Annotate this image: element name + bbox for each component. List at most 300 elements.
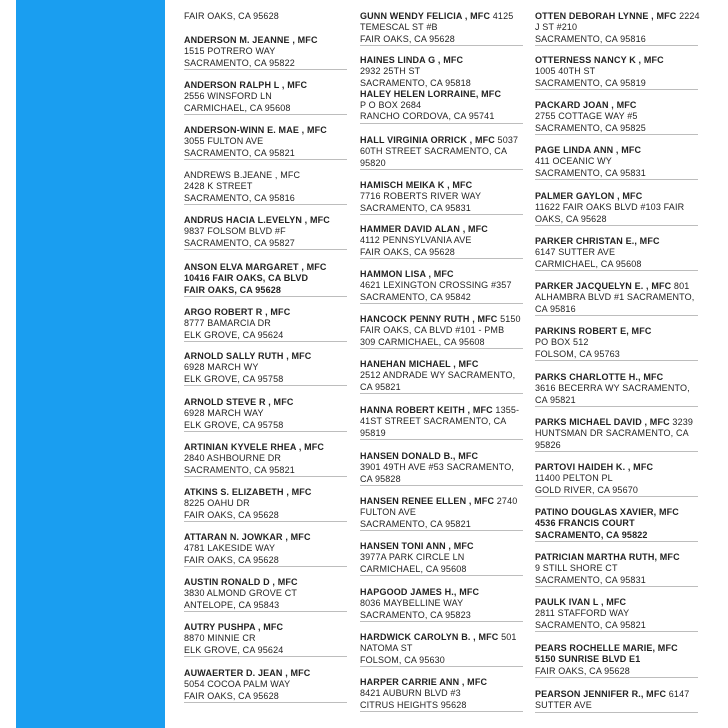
entry-text: ELK GROVE, CA 95624 xyxy=(184,329,284,340)
entry-address-line xyxy=(535,34,698,45)
entry-text: 6147 SUTTER AVE xyxy=(535,247,616,258)
entry-address-line xyxy=(184,679,347,690)
directory-entry xyxy=(360,587,523,622)
entry-text: 2840 ASHBOURNE DR xyxy=(184,453,282,464)
entry-address-start: 2740 xyxy=(494,496,518,506)
entry-text: HAPGOOD JAMES H., MFC xyxy=(360,587,480,597)
directory-entry xyxy=(360,632,523,667)
directory-entry xyxy=(535,145,698,180)
entry-address-line xyxy=(535,518,698,529)
entry-name-line xyxy=(184,577,347,588)
entry-text: FOLSOM, CA 95630 xyxy=(360,654,445,665)
entry-address-line xyxy=(184,91,347,102)
entry-name-line xyxy=(535,689,698,700)
entry-name-line xyxy=(184,622,347,633)
directory-entry xyxy=(360,269,523,304)
entry-address-line xyxy=(360,111,523,122)
entry-name-line xyxy=(184,215,347,226)
entry-name-line xyxy=(535,507,698,518)
entry-text: 2512 ANDRADE WY SACRAMENTO, xyxy=(360,370,516,381)
entry-name-line xyxy=(535,191,698,202)
entry-address-line xyxy=(535,575,698,586)
entry-text: PAULK IVAN L , MFC xyxy=(535,597,627,607)
entry-address-line xyxy=(360,507,523,518)
directory-entry xyxy=(535,281,698,316)
directory-entry xyxy=(184,35,347,70)
entry-address-line xyxy=(184,374,347,385)
entry-text: 8870 MINNIE CR xyxy=(184,633,256,644)
entry-name-line xyxy=(360,135,523,146)
entry-address-line xyxy=(360,370,523,381)
entry-address-line xyxy=(360,203,523,214)
entry-address-line xyxy=(360,643,523,654)
entry-text: 2556 WINSFORD LN xyxy=(184,91,272,102)
entry-address-line xyxy=(535,292,698,303)
entry-text: FOLSOM, CA 95763 xyxy=(535,348,620,359)
entry-text: ARGO ROBERT R , MFC xyxy=(184,307,291,317)
entry-address-start: 6147 xyxy=(666,689,690,699)
entry-address-line xyxy=(535,66,698,77)
entry-text: 95826 xyxy=(535,439,561,450)
entry-text: ANDRUS HACIA L.EVELYN , MFC xyxy=(184,215,330,225)
entry-text: ALHAMBRA BLVD #1 SACRAMENTO, xyxy=(535,292,695,303)
entry-text: CARMICHAEL, CA 95608 xyxy=(360,563,467,574)
entry-address-line xyxy=(360,474,523,485)
entry-address-line xyxy=(360,688,523,699)
directory-entry xyxy=(360,496,523,531)
entry-text: PARKER JACQUELYN E. , MFC xyxy=(535,281,672,291)
directory-entry xyxy=(184,397,347,432)
entry-text: 309 CARMICHAEL, CA 95608 xyxy=(360,336,485,347)
entry-address-line xyxy=(360,337,523,348)
directory-entry xyxy=(360,135,523,170)
entry-text: SACRAMENTO, CA 95821 xyxy=(184,464,295,475)
entry-name-line xyxy=(184,351,347,362)
directory-entry xyxy=(535,191,698,226)
entry-address-line xyxy=(184,691,347,702)
entry-text: SACRAMENTO, CA 95831 xyxy=(360,202,471,213)
entry-address-line xyxy=(360,22,523,33)
directory-entry xyxy=(360,224,523,259)
entry-address-line xyxy=(184,498,347,509)
entry-text: FAIR OAKS, CA 95628 xyxy=(184,509,279,520)
entry-name-line xyxy=(360,314,523,325)
entry-text: SACRAMENTO, CA 95823 xyxy=(360,609,471,620)
entry-text: ANTELOPE, CA 95843 xyxy=(184,599,280,610)
entry-text: HAMISCH MEIKA K , MFC xyxy=(360,180,473,190)
entry-name-line xyxy=(184,397,347,408)
entry-address-line xyxy=(360,655,523,666)
entry-name-line xyxy=(360,269,523,280)
entry-text: OTTEN DEBORAH LYNNE , MFC xyxy=(535,11,677,21)
entry-name-line xyxy=(184,532,347,543)
entry-text: 3901 49TH AVE #53 SACRAMENTO, xyxy=(360,462,515,473)
directory-entry xyxy=(535,100,698,135)
entry-text: HANNA ROBERT KEITH , MFC xyxy=(360,405,493,415)
entry-address-start: 501 xyxy=(498,632,517,642)
entry-name-line xyxy=(360,180,523,191)
entry-text: 95820 xyxy=(360,157,386,168)
sidebar-band xyxy=(16,0,165,728)
directory-entry xyxy=(360,55,523,124)
directory-entry xyxy=(184,80,347,115)
entry-address-line xyxy=(360,610,523,621)
entry-address-line xyxy=(360,428,523,439)
directory-entry xyxy=(184,532,347,567)
directory-entry xyxy=(360,405,523,440)
entry-address-line xyxy=(535,654,698,665)
entry-text: SACRAMENTO, CA 95816 xyxy=(535,33,646,44)
entry-address-line xyxy=(184,193,347,204)
entry-name-line xyxy=(184,11,347,22)
entry-text: SACRAMENTO, CA 95831 xyxy=(535,167,646,178)
entry-text: 11400 PELTON PL xyxy=(535,473,613,484)
entry-text: PEARSON JENNIFER R., MFC xyxy=(535,689,667,699)
entry-text: TEMESCAL ST #B xyxy=(360,22,438,33)
entry-text: HALEY HELEN LORRAINE, MFC xyxy=(360,88,502,99)
entry-text: J ST #210 xyxy=(535,22,578,33)
entry-address-line xyxy=(535,123,698,134)
entry-name-line xyxy=(535,281,698,292)
entry-name-line xyxy=(535,597,698,608)
entry-address-start: 1355- xyxy=(492,405,520,415)
entry-text: FAIR OAKS, CA 95628 xyxy=(360,246,455,257)
entry-name-line xyxy=(360,587,523,598)
entry-text: 4781 LAKESIDE WAY xyxy=(184,543,276,554)
entry-name-line xyxy=(535,326,698,337)
entry-address-line xyxy=(360,100,523,111)
entry-address-line xyxy=(535,383,698,394)
entry-text: 1515 POTRERO WAY xyxy=(184,46,276,57)
entry-name-line xyxy=(535,417,698,428)
entry-address-start: 5037 xyxy=(494,135,519,145)
entry-text: HALL VIRGINIA ORRICK , MFC xyxy=(360,135,495,145)
entry-name-line xyxy=(535,643,698,654)
entry-address-line xyxy=(360,700,523,711)
entry-text: 8225 OAHU DR xyxy=(184,498,250,509)
directory-entry xyxy=(535,326,698,361)
entry-address-line xyxy=(184,543,347,554)
entry-address-start: 4125 xyxy=(490,11,514,21)
entry-name-line xyxy=(360,451,523,462)
entry-address-line xyxy=(360,552,523,563)
directory-entry xyxy=(535,597,698,632)
entry-address-line xyxy=(184,226,347,237)
entry-address-start: 5150 xyxy=(497,314,521,324)
entry-name-line xyxy=(360,224,523,235)
entry-text: GUNN WENDY FELICIA , MFC xyxy=(360,11,491,21)
directory-entry xyxy=(184,668,347,703)
entry-address-line xyxy=(360,292,523,303)
directory-entry xyxy=(535,552,698,587)
entry-text: 2932 25TH ST xyxy=(360,66,421,77)
entry-text: PARKINS ROBERT E, MFC xyxy=(535,326,652,336)
entry-name-line xyxy=(535,236,698,247)
entry-address-line xyxy=(360,146,523,157)
entry-text: 6928 MARCH WAY xyxy=(184,408,264,419)
entry-name-line xyxy=(535,462,698,473)
directory-entry xyxy=(184,577,347,612)
entry-address-start: 3239 xyxy=(669,417,694,427)
entry-text: 2755 COTTAGE WAY #5 xyxy=(535,111,638,122)
entry-name-line xyxy=(184,125,347,136)
entry-text: 4112 PENNSYLVANIA AVE xyxy=(360,235,472,246)
entry-name-line xyxy=(360,632,523,643)
entry-text: SACRAMENTO, CA 95827 xyxy=(184,237,295,248)
entry-name-line xyxy=(184,487,347,498)
entry-text: HANSEN TONI ANN , MFC xyxy=(360,541,474,551)
entry-text: CA 95821 xyxy=(535,394,576,405)
entry-name-line xyxy=(184,262,347,273)
entry-text: SACRAMENTO, CA 95818 xyxy=(360,77,471,88)
entry-address-line xyxy=(184,362,347,373)
entry-address-line xyxy=(360,191,523,202)
entry-address-line xyxy=(184,408,347,419)
entry-address-line xyxy=(184,238,347,249)
entry-text: SACRAMENTO, CA 95821 xyxy=(184,147,295,158)
entry-text: PATRICIAN MARTHA RUTH, MFC xyxy=(535,552,680,562)
entry-address-line xyxy=(360,416,523,427)
entry-address-line xyxy=(535,22,698,33)
entry-text: 7716 ROBERTS RIVER WAY xyxy=(360,191,482,202)
entry-name-line xyxy=(535,55,698,66)
entry-text: 5150 SUNRISE BLVD E1 xyxy=(535,654,641,665)
entry-address-line xyxy=(535,349,698,360)
entry-text: P O BOX 2684 xyxy=(360,100,422,111)
entry-address-line xyxy=(184,633,347,644)
directory-entry xyxy=(535,11,698,46)
directory-entry xyxy=(184,351,347,386)
entry-address-line xyxy=(184,600,347,611)
directory-entry xyxy=(184,125,347,160)
entry-text: CITRUS HEIGHTS 95628 xyxy=(360,699,467,710)
directory-entry xyxy=(184,487,347,522)
entry-address-line xyxy=(535,156,698,167)
entry-name-line xyxy=(184,668,347,679)
entry-name-line xyxy=(184,307,347,318)
entry-text: ANDERSON-WINN E. MAE , MFC xyxy=(184,125,327,135)
entry-text: 9 STILL SHORE CT xyxy=(535,563,618,574)
entry-text: PARTOVI HAIDEH K. , MFC xyxy=(535,462,654,472)
entry-text: SACRAMENTO, CA 95822 xyxy=(535,529,648,540)
entry-address-line xyxy=(184,273,347,284)
entry-address-line xyxy=(360,235,523,246)
entry-text: HARDWICK CAROLYN B. , MFC xyxy=(360,632,499,642)
directory-entry xyxy=(535,462,698,497)
directory-entry xyxy=(184,262,347,297)
entry-address-line xyxy=(535,259,698,270)
entry-text: RANCHO CORDOVA, CA 95741 xyxy=(360,111,495,122)
entry-name-line xyxy=(360,541,523,552)
entry-name-line xyxy=(360,359,523,370)
entry-address-line xyxy=(535,473,698,484)
entry-name-line xyxy=(360,405,523,416)
entry-address-line xyxy=(360,519,523,530)
entry-text: FULTON AVE xyxy=(360,507,417,518)
entry-address-line xyxy=(184,588,347,599)
entry-text: PATINO DOUGLAS XAVIER, MFC xyxy=(535,507,679,517)
entry-name-line xyxy=(184,442,347,453)
entry-address-line xyxy=(535,202,698,213)
entry-text: 8036 MAYBELLINE WAY xyxy=(360,598,464,609)
directory-entry xyxy=(184,170,347,205)
entry-address-line xyxy=(184,285,347,296)
entry-text: ATKINS S. ELIZABETH , MFC xyxy=(184,487,312,497)
entry-text: ELK GROVE, CA 95758 xyxy=(184,419,284,430)
entry-text: PARKER CHRISTAN E., MFC xyxy=(535,236,660,246)
entry-text: 1005 40TH ST xyxy=(535,66,596,77)
entry-address-line xyxy=(535,485,698,496)
entry-text: 6928 MARCH WY xyxy=(184,362,259,373)
entry-text: CA 95816 xyxy=(535,303,576,314)
entry-text: ARNOLD STEVE R , MFC xyxy=(184,397,294,407)
entry-name-line xyxy=(535,552,698,563)
entry-text: 9837 FOLSOM BLVD #F xyxy=(184,226,286,237)
entry-address-line xyxy=(535,563,698,574)
entry-address-line xyxy=(360,158,523,169)
entry-address-line xyxy=(360,462,523,473)
entry-text: FAIR OAKS, CA 95628 xyxy=(184,284,282,295)
directory-entry xyxy=(360,677,523,712)
entry-text: FAIR OAKS, CA 95628 xyxy=(184,11,279,21)
entry-address-line xyxy=(184,103,347,114)
entry-address-line xyxy=(360,78,523,89)
entry-text: ANDREWS B.JEANE , MFC xyxy=(184,170,301,180)
entry-text: PALMER GAYLON , MFC xyxy=(535,191,643,201)
entry-name-line xyxy=(184,80,347,91)
entry-address-line xyxy=(360,66,523,77)
entry-text: HUNTSMAN DR SACRAMENTO, CA xyxy=(535,428,689,439)
entry-text: HANSEN RENEE ELLEN , MFC xyxy=(360,496,495,506)
entry-address-line xyxy=(184,465,347,476)
entry-text: OAKS, CA 95628 xyxy=(535,213,607,224)
entry-name-line xyxy=(360,496,523,507)
entry-address-line xyxy=(360,564,523,575)
entry-text: 4536 FRANCIS COURT xyxy=(535,518,635,529)
entry-address-line xyxy=(360,247,523,258)
entry-address-line xyxy=(535,168,698,179)
entry-name-line xyxy=(535,11,698,22)
entry-address-line xyxy=(535,111,698,122)
entry-address-line xyxy=(184,555,347,566)
entry-name-line xyxy=(360,677,523,688)
directory-entry xyxy=(535,643,698,678)
entry-text: 11622 FAIR OAKS BLVD #103 FAIR xyxy=(535,202,685,213)
entry-name-line xyxy=(535,145,698,156)
entry-text: SACRAMENTO, CA 95825 xyxy=(535,122,646,133)
entry-text: ELK GROVE, CA 95624 xyxy=(184,644,284,655)
entry-name-line xyxy=(360,11,523,22)
entry-address-start: 2224 xyxy=(676,11,700,21)
entry-address-line xyxy=(184,46,347,57)
entry-text: SACRAMENTO, CA 95821 xyxy=(535,619,646,630)
directory-entry xyxy=(360,359,523,394)
entry-text: 3830 ALMOND GROVE CT xyxy=(184,588,298,599)
entry-text: FAIR OAKS, CA 95628 xyxy=(360,33,455,44)
directory-entry xyxy=(535,507,698,542)
entry-address-line xyxy=(184,318,347,329)
entry-text: HARPER CARRIE ANN , MFC xyxy=(360,677,488,687)
entry-address-line xyxy=(184,420,347,431)
entry-address-line xyxy=(535,337,698,348)
directory-entry xyxy=(360,451,523,486)
entry-text: 10416 FAIR OAKS, CA BLVD xyxy=(184,273,309,284)
directory-entry xyxy=(360,180,523,215)
entry-text: 3616 BECERRA WY SACRAMENTO, xyxy=(535,383,690,394)
entry-address-line xyxy=(535,247,698,258)
entry-address-line xyxy=(535,395,698,406)
entry-address-line xyxy=(184,510,347,521)
entry-text: PEARS ROCHELLE MARIE, MFC xyxy=(535,643,678,653)
entry-text: 8777 BAMARCIA DR xyxy=(184,318,271,329)
entry-address-line xyxy=(535,608,698,619)
entry-text: SACRAMENTO, CA 95822 xyxy=(184,57,295,68)
entry-text: SACRAMENTO, CA 95831 xyxy=(535,574,646,585)
entry-text: ELK GROVE, CA 95758 xyxy=(184,373,284,384)
entry-address-line xyxy=(535,304,698,315)
entry-text: SUTTER AVE xyxy=(535,700,592,711)
entry-text: PACKARD JOAN , MFC xyxy=(535,100,637,110)
entry-address-line xyxy=(184,136,347,147)
entry-text: ARNOLD SALLY RUTH , MFC xyxy=(184,351,312,361)
directory-entry xyxy=(184,215,347,250)
entry-address-line xyxy=(535,530,698,541)
entry-text: CA 95828 xyxy=(360,473,401,484)
entry-text: HAMMER DAVID ALAN , MFC xyxy=(360,224,488,234)
entry-text: SACRAMENTO, CA 95821 xyxy=(360,518,471,529)
entry-address-line xyxy=(535,440,698,451)
directory-entry xyxy=(360,11,523,46)
directory-entry xyxy=(360,541,523,576)
entry-text: FAIR OAKS, CA 95628 xyxy=(184,690,279,701)
entry-text: FAIR OAKS, CA 95628 xyxy=(184,554,279,565)
entry-address-start: 801 xyxy=(671,281,690,291)
entry-text: PARKS MICHAEL DAVID , MFC xyxy=(535,417,670,427)
entry-name-line xyxy=(184,170,347,181)
entry-address-line xyxy=(360,598,523,609)
directory-entry xyxy=(184,11,347,22)
entry-text: NATOMA ST xyxy=(360,643,413,654)
entry-text: ARTINIAN KYVELE RHEA , MFC xyxy=(184,442,325,452)
entry-address-line xyxy=(535,214,698,225)
entry-text: 2811 STAFFORD WAY xyxy=(535,608,630,619)
entry-text: AUSTIN RONALD D , MFC xyxy=(184,577,298,587)
entry-address-line xyxy=(184,181,347,192)
entry-address-line xyxy=(535,666,698,677)
entry-text: HANCOCK PENNY RUTH , MFC xyxy=(360,314,498,324)
entry-text: HAMMON LISA , MFC xyxy=(360,269,454,279)
entry-text: 8421 AUBURN BLVD #3 xyxy=(360,688,461,699)
entry-text: CARMICHAEL, CA 95608 xyxy=(535,258,642,269)
entry-text: FAIR OAKS, CA BLVD #101 - PMB xyxy=(360,325,505,336)
directory-entry xyxy=(184,307,347,342)
entry-text: SACRAMENTO, CA 95842 xyxy=(360,291,471,302)
entry-text: SACRAMENTO, CA 95816 xyxy=(184,192,295,203)
entry-address-line xyxy=(184,330,347,341)
entry-text: HANSEN DONALD B., MFC xyxy=(360,451,479,461)
entry-name-line xyxy=(535,372,698,383)
entry-address-line xyxy=(184,645,347,656)
entry-address-line xyxy=(184,453,347,464)
entry-text: 60TH STREET SACRAMENTO, CA xyxy=(360,146,508,157)
entry-text: ANSON ELVA MARGARET , MFC xyxy=(184,262,327,272)
entry-address-line xyxy=(360,280,523,291)
entry-text: ANDERSON RALPH L , MFC xyxy=(184,80,308,90)
entry-text: 411 OCEANIC WY xyxy=(535,156,612,167)
entry-name-line xyxy=(360,55,523,66)
entry-address-line xyxy=(360,382,523,393)
directory-entry xyxy=(184,622,347,657)
